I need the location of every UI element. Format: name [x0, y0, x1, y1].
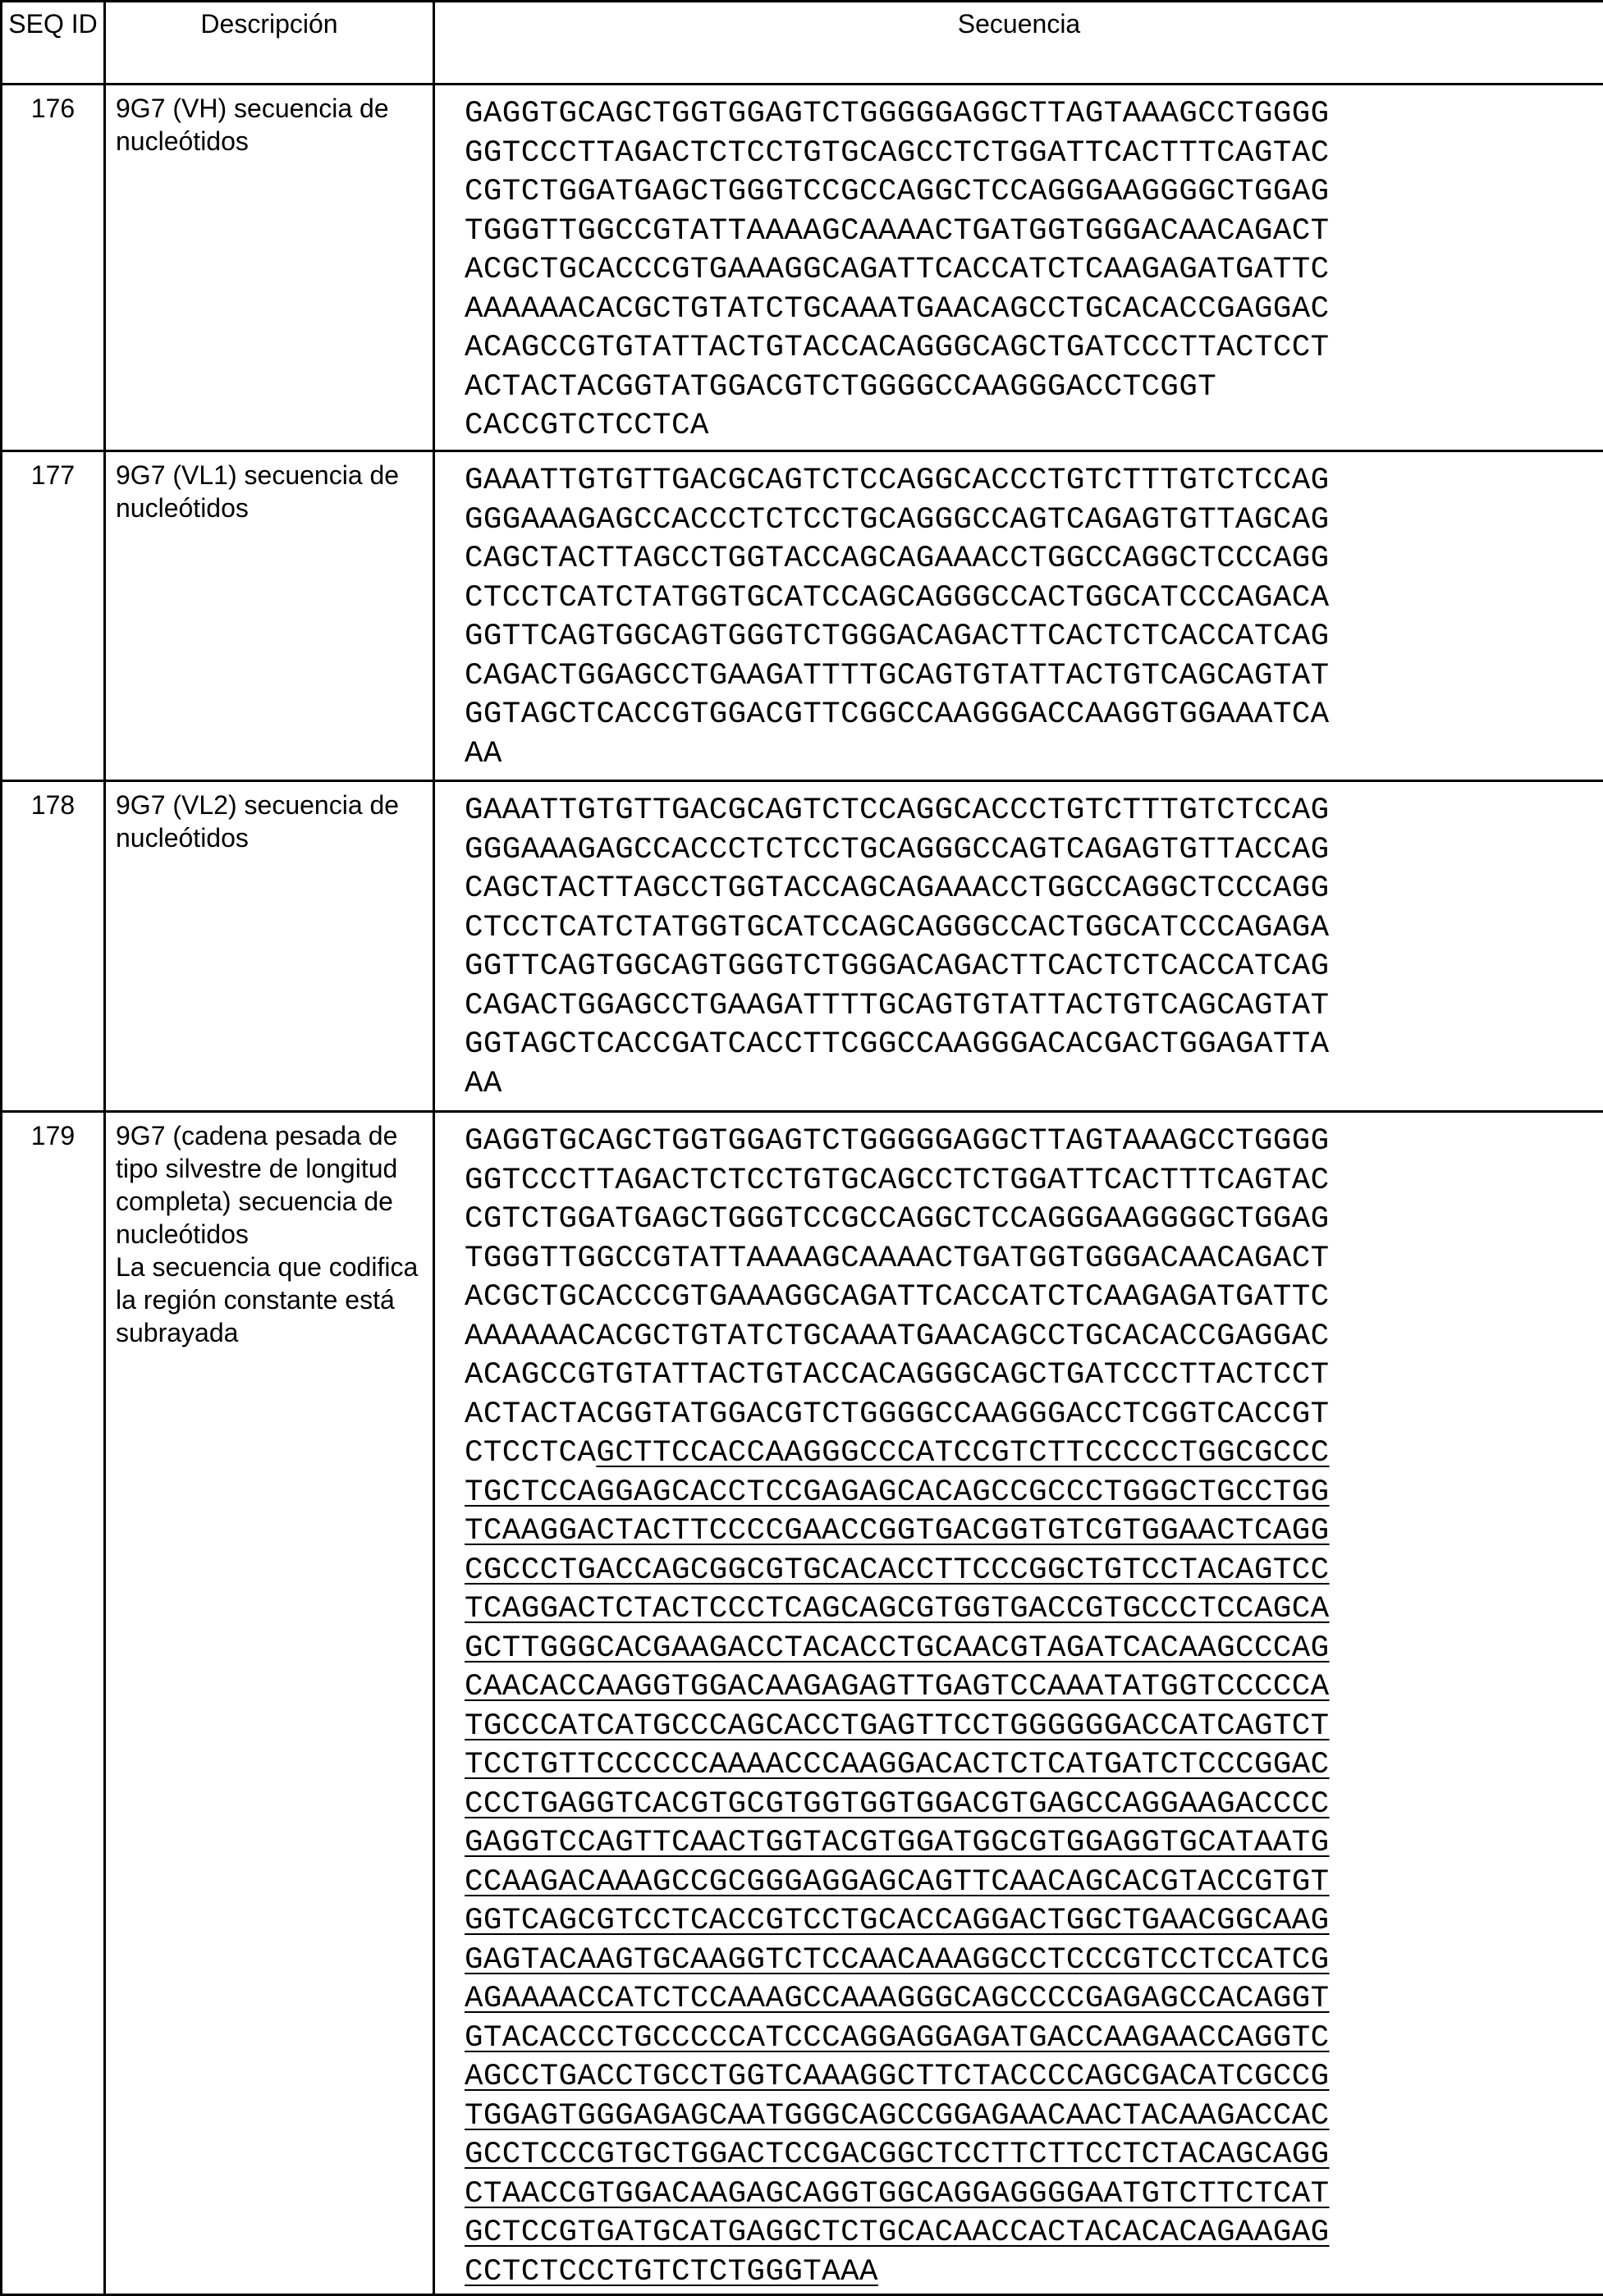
header-description: Descripción: [105, 2, 434, 85]
sequence-line: [465, 1434, 1603, 1474]
sequence-line: CGTCTGGATGAGCTGGGTCCGCCAGGCTCCAGGGAAGGGGCTGGAG: [465, 1201, 1603, 1240]
table-row: [2, 1112, 1603, 2295]
sequence-line-underlined: GAGTACAAGTGCAAGGTCTCCAACAAAGGCCTCCCGTCCTCCATCG: [465, 1942, 1603, 1981]
sequence-line: GGTCCCTTAGACTCTCCTGTGCAGCCTCTGGATTCACTTTCAGTAC: [465, 135, 1603, 174]
description-cell: [105, 1112, 434, 2295]
sequence-cell: [434, 451, 1603, 781]
sequence-line: CAGACTGGAGCCTGAAGATTTTGCAGTGTATTACTGTCAGCAGTAT: [465, 987, 1603, 1027]
sequence-line: GGGAAAGAGCCACCCTCTCCTGCAGGGCCAGTCAGAGTGTTAGCAG: [465, 501, 1603, 541]
description-cell: [105, 85, 434, 451]
table-row: [2, 85, 1603, 451]
sequence-line-underlined: GCTCCGTGATGCATGAGGCTCTGCACAACCACTACACACAGAAGAG: [465, 2214, 1603, 2253]
sequence-line: ACAGCCGTGTATTACTGTACCACAGGGCAGCTGATCCCTTACTCCT: [465, 329, 1603, 368]
table-row: [2, 451, 1603, 781]
sequence-line-underlined: GCCTCCCGTGCTGGACTCCGACGGCTCCTTCTTCCTCTACAGCAGG: [465, 2136, 1603, 2175]
sequence-line-underlined: CCCTGAGGTCACGTGCGTGGTGGTGGACGTGAGCCAGGAAGACCCC: [465, 1786, 1603, 1825]
sequence-line: CAGCTACTTAGCCTGGTACCAGCAGAAACCTGGCCAGGCTCCCAGG: [465, 870, 1603, 909]
sequence-line: GAAATTGTGTTGACGCAGTCTCCAGGCACCCTGTCTTTGTCTCCAG: [465, 792, 1603, 831]
sequence-line: CGTCTGGATGAGCTGGGTCCGCCAGGCTCCAGGGAAGGGGCTGGAG: [465, 173, 1603, 213]
seq-id-cell: 178: [2, 781, 105, 1112]
description-text: 9G7 (cadena pesada de tipo silvestre de longitud completa) secuencia de nucleótidos: [116, 1119, 424, 1251]
description-text: 9G7 (VL2) secuencia de nucleótidos: [116, 789, 424, 854]
sequence-line: TGGGTTGGCCGTATTAAAAGCAAAACTGATGGTGGGACAACAGACT: [465, 1240, 1603, 1279]
sequence-line: ACTACTACGGTATGGACGTCTGGGGCCAAGGGACCTCGGTCACCGT: [465, 1396, 1603, 1435]
sequence-line: ACGCTGCACCCGTGAAAGGCAGATTCACCATCTCAAGAGATGATTC: [465, 1278, 1603, 1318]
description-cell: [105, 781, 434, 1112]
sequence-line-underlined: CCTCTCCCTGTCTCTGGGTAAA: [465, 2253, 1603, 2293]
sequence-line: AA: [465, 735, 1603, 775]
sequence-line: CTCCTCATCTATGGTGCATCCAGCAGGGCCACTGGCATCCCAGACA: [465, 579, 1603, 619]
description-text: 9G7 (VL1) secuencia de nucleótidos: [116, 459, 424, 524]
sequence-line: GAGGTGCAGCTGGTGGAGTCTGGGGGAGGCTTAGTAAAGCCTGGGG: [465, 95, 1603, 135]
sequence-segment-plain: CTCCTCA: [465, 1436, 596, 1470]
sequence-line: CTCCTCATCTATGGTGCATCCAGCAGGGCCACTGGCATCCCAGAGA: [465, 909, 1603, 949]
seq-id-cell: 179: [2, 1112, 105, 2295]
sequence-line: AAAAAACACGCTGTATCTGCAAATGAACAGCCTGCACACCGAGGAC: [465, 1318, 1603, 1357]
sequence-line: ACGCTGCACCCGTGAAAGGCAGATTCACCATCTCAAGAGATGATTC: [465, 251, 1603, 290]
sequence-line: GAAATTGTGTTGACGCAGTCTCCAGGCACCCTGTCTTTGTCTCCAG: [465, 462, 1603, 501]
sequence-line: CAGACTGGAGCCTGAAGATTTTGCAGTGTATTACTGTCAGCAGTAT: [465, 657, 1603, 697]
sequence-line-underlined: CAACACCAAGGTGGACAAGAGAGTTGAGTCCAAATATGGTCCCCCA: [465, 1668, 1603, 1708]
header-row: [2, 2, 1603, 85]
sequence-line: AA: [465, 1065, 1603, 1105]
sequence-line: GGTTCAGTGGCAGTGGGTCTGGGACAGACTTCACTCTCACCATCAG: [465, 618, 1603, 657]
sequence-line: AAAAAACACGCTGTATCTGCAAATGAACAGCCTGCACACCGAGGAC: [465, 290, 1603, 330]
header-seq-id: SEQ ID: [2, 2, 105, 85]
header-sequence: Secuencia: [434, 2, 1603, 85]
table-row: [2, 781, 1603, 1112]
sequence-line-underlined: TGGAGTGGGAGAGCAATGGGCAGCCGGAGAACAACTACAAGACCAC: [465, 2097, 1603, 2137]
sequence-line-underlined: TGCCCATCATGCCCAGCACCTGAGTTCCTGGGGGGACCATCAGTCT: [465, 1708, 1603, 1747]
sequence-line-underlined: CCAAGACAAAGCCGCGGGAGGAGCAGTTCAACAGCACGTACCGTGT: [465, 1864, 1603, 1903]
sequence-line: ACTACTACGGTATGGACGTCTGGGGCCAAGGGACCTCGGT: [465, 368, 1603, 408]
seq-id-cell: 176: [2, 85, 105, 451]
sequence-line: GGTTCAGTGGCAGTGGGTCTGGGACAGACTTCACTCTCACCATCAG: [465, 948, 1603, 987]
sequence-line: GGTAGCTCACCGTGGACGTTCGGCCAAGGGACCAAGGTGGAAATCA: [465, 696, 1603, 735]
sequence-line-underlined: TCAGGACTCTACTCCCTCAGCAGCGTGGTGACCGTGCCCTCCAGCA: [465, 1590, 1603, 1630]
sequence-line-underlined: CGCCCTGACCAGCGGCGTGCACACCTTCCCGGCTGTCCTACAGTCC: [465, 1552, 1603, 1591]
sequence-cell: [434, 85, 1603, 451]
sequence-line-underlined: AGCCTGACCTGCCTGGTCAAAGGCTTCTACCCCAGCGACATCGCCG: [465, 2058, 1603, 2097]
sequence-line: TGGGTTGGCCGTATTAAAAGCAAAACTGATGGTGGGACAACAGACT: [465, 213, 1603, 252]
sequence-cell: [434, 781, 1603, 1112]
seq-id-cell: 177: [2, 451, 105, 781]
sequence-line: CAGCTACTTAGCCTGGTACCAGCAGAAACCTGGCCAGGCTCCCAGG: [465, 540, 1603, 579]
description-cell: [105, 451, 434, 781]
description-text: La secuencia que codifica la región constante está subrayada: [116, 1251, 424, 1349]
sequence-line: CACCGTCTCCTCA: [465, 407, 1603, 446]
sequence-line: GAGGTGCAGCTGGTGGAGTCTGGGGGAGGCTTAGTAAAGCCTGGGG: [465, 1123, 1603, 1162]
sequence-line: ACAGCCGTGTATTACTGTACCACAGGGCAGCTGATCCCTTACTCCT: [465, 1356, 1603, 1396]
sequence-cell: [434, 1112, 1603, 2295]
sequence-line-underlined: GTACACCCTGCCCCCATCCCAGGAGGAGATGACCAAGAACCAGGTC: [465, 2019, 1603, 2059]
sequence-line-underlined: GAGGTCCAGTTCAACTGGTACGTGGATGGCGTGGAGGTGCATAATG: [465, 1824, 1603, 1864]
sequence-line: GGTCCCTTAGACTCTCCTGTGCAGCCTCTGGATTCACTTTCAGTAC: [465, 1162, 1603, 1201]
sequence-line-underlined: CTAACCGTGGACAAGAGCAGGTGGCAGGAGGGGAATGTCTTCTCAT: [465, 2175, 1603, 2215]
sequence-table: [0, 0, 1603, 2296]
sequence-line-underlined: TGCTCCAGGAGCACCTCCGAGAGCACAGCCGCCCTGGGCTGCCTGG: [465, 1474, 1603, 1513]
sequence-line-underlined: TCAAGGACTACTTCCCCGAACCGGTGACGGTGTCGTGGAACTCAGG: [465, 1512, 1603, 1552]
sequence-line-underlined: TCCTGTTCCCCCCAAAACCCAAGGACACTCTCATGATCTCCCGGAC: [465, 1746, 1603, 1786]
sequence-line-underlined: AGAAAACCATCTCCAAAGCCAAAGGGCAGCCCCGAGAGCCACAGGT: [465, 1980, 1603, 2019]
sequence-line: GGTAGCTCACCGATCACCTTCGGCCAAGGGACACGACTGGAGATTA: [465, 1026, 1603, 1065]
sequence-line-underlined: GGTCAGCGTCCTCACCGTCCTGCACCAGGACTGGCTGAACGGCAAG: [465, 1902, 1603, 1942]
sequence-segment-underlined: GCTTCCACCAAGGGCCCATCCGTCTTCCCCCTGGCGCCC: [596, 1436, 1329, 1470]
sequence-line-underlined: GCTTGGGCACGAAGACCTACACCTGCAACGTAGATCACAAGCCCAG: [465, 1630, 1603, 1669]
sequence-line: GGGAAAGAGCCACCCTCTCCTGCAGGGCCAGTCAGAGTGTTACCAG: [465, 831, 1603, 871]
description-text: 9G7 (VH) secuencia de nucleótidos: [116, 92, 424, 158]
